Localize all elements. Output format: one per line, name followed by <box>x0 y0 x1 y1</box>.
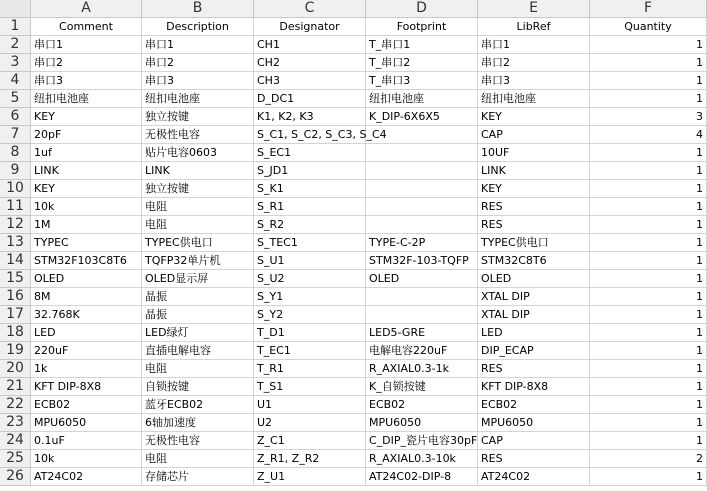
column-header-b[interactable]: B <box>142 0 254 18</box>
table-cell-footprint[interactable]: K_DIP-6X6X5 <box>366 108 478 126</box>
table-cell-description[interactable]: 串口3 <box>142 72 254 90</box>
table-cell-footprint[interactable] <box>366 306 478 324</box>
table-cell-libref[interactable]: LINK <box>478 162 590 180</box>
table-cell-footprint[interactable]: T_串口1 <box>366 36 478 54</box>
table-cell-quantity[interactable]: 1 <box>590 342 707 360</box>
table-cell-footprint[interactable]: ECB02 <box>366 396 478 414</box>
row-number-23[interactable]: 23 <box>0 414 31 432</box>
table-cell-comment[interactable]: KEY <box>31 108 142 126</box>
table-cell-quantity[interactable]: 1 <box>590 180 707 198</box>
header-cell-libref[interactable]: LibRef <box>478 18 590 36</box>
table-cell-footprint[interactable]: TYPE-C-2P <box>366 234 478 252</box>
table-cell-libref[interactable]: 串口2 <box>478 54 590 72</box>
table-cell-designator[interactable]: S_EC1 <box>254 144 366 162</box>
table-cell-designator[interactable]: S_R1 <box>254 198 366 216</box>
table-cell-comment[interactable]: 1M <box>31 216 142 234</box>
row-number-22[interactable]: 22 <box>0 396 31 414</box>
table-cell-quantity[interactable]: 2 <box>590 450 707 468</box>
table-cell-libref[interactable]: CAP <box>478 432 590 450</box>
table-cell-footprint[interactable]: MPU6050 <box>366 414 478 432</box>
row-number-8[interactable]: 8 <box>0 144 31 162</box>
table-cell-footprint[interactable]: K_自锁按键 <box>366 378 478 396</box>
column-header-a[interactable]: A <box>31 0 142 18</box>
row-number-21[interactable]: 21 <box>0 378 31 396</box>
table-cell-description[interactable]: 贴片电容0603 <box>142 144 254 162</box>
table-cell-comment[interactable]: 32.768K <box>31 306 142 324</box>
table-cell-comment[interactable]: 220uF <box>31 342 142 360</box>
row-number-13[interactable]: 13 <box>0 234 31 252</box>
table-cell-libref[interactable]: TYPEC供电口 <box>478 234 590 252</box>
table-cell-designator[interactable]: S_K1 <box>254 180 366 198</box>
table-cell-quantity[interactable]: 1 <box>590 306 707 324</box>
table-cell-designator[interactable]: S_U1 <box>254 252 366 270</box>
header-cell-footprint[interactable]: Footprint <box>366 18 478 36</box>
table-cell-designator[interactable]: Z_C1 <box>254 432 366 450</box>
column-header-e[interactable]: E <box>478 0 590 18</box>
table-cell-libref[interactable]: 纽扣电池座 <box>478 90 590 108</box>
row-number-1[interactable]: 1 <box>0 18 31 36</box>
table-cell-description[interactable]: TQFP32单片机 <box>142 252 254 270</box>
table-cell-quantity[interactable]: 1 <box>590 54 707 72</box>
table-cell-comment[interactable]: 0.1uF <box>31 432 142 450</box>
table-cell-quantity[interactable]: 3 <box>590 108 707 126</box>
table-cell-designator[interactable]: S_Y1 <box>254 288 366 306</box>
table-cell-designator[interactable]: S_U2 <box>254 270 366 288</box>
table-cell-designator[interactable]: CH1 <box>254 36 366 54</box>
table-cell-footprint[interactable] <box>366 198 478 216</box>
table-cell-description[interactable]: 纽扣电池座 <box>142 90 254 108</box>
table-cell-comment[interactable]: 20pF <box>31 126 142 144</box>
table-cell-comment[interactable]: KEY <box>31 180 142 198</box>
table-cell-description[interactable]: 电阻 <box>142 198 254 216</box>
table-cell-description[interactable]: TYPEC供电口 <box>142 234 254 252</box>
table-cell-designator[interactable]: D_DC1 <box>254 90 366 108</box>
table-cell-quantity[interactable]: 1 <box>590 252 707 270</box>
table-cell-quantity[interactable]: 1 <box>590 144 707 162</box>
table-cell-designator[interactable]: T_D1 <box>254 324 366 342</box>
select-all-corner[interactable] <box>0 0 31 18</box>
row-number-18[interactable]: 18 <box>0 324 31 342</box>
table-cell-description[interactable]: 无极性电容 <box>142 432 254 450</box>
table-cell-description[interactable]: 晶振 <box>142 288 254 306</box>
column-header-f[interactable]: F <box>590 0 707 18</box>
table-cell-description[interactable]: 直插电解电容 <box>142 342 254 360</box>
table-cell-footprint[interactable] <box>366 216 478 234</box>
table-cell-libref[interactable]: AT24C02 <box>478 468 590 486</box>
table-cell-designator[interactable]: Z_R1, Z_R2 <box>254 450 366 468</box>
table-cell-comment[interactable]: 纽扣电池座 <box>31 90 142 108</box>
table-cell-description[interactable]: 独立按键 <box>142 180 254 198</box>
table-cell-description[interactable]: 电阻 <box>142 360 254 378</box>
row-number-25[interactable]: 25 <box>0 450 31 468</box>
row-number-26[interactable]: 26 <box>0 468 31 486</box>
table-cell-comment[interactable]: LED <box>31 324 142 342</box>
table-cell-libref[interactable]: 串口3 <box>478 72 590 90</box>
table-cell-footprint[interactable]: 电解电容220uF <box>366 342 478 360</box>
row-number-10[interactable]: 10 <box>0 180 31 198</box>
table-cell-footprint[interactable]: 纽扣电池座 <box>366 90 478 108</box>
table-cell-designator[interactable]: S_R2 <box>254 216 366 234</box>
header-cell-description[interactable]: Description <box>142 18 254 36</box>
row-number-7[interactable]: 7 <box>0 126 31 144</box>
table-cell-libref[interactable]: XTAL DIP <box>478 306 590 324</box>
table-cell-quantity[interactable]: 1 <box>590 198 707 216</box>
table-cell-quantity[interactable]: 1 <box>590 72 707 90</box>
row-number-11[interactable]: 11 <box>0 198 31 216</box>
table-cell-footprint[interactable] <box>366 288 478 306</box>
row-number-15[interactable]: 15 <box>0 270 31 288</box>
table-cell-description[interactable]: 串口1 <box>142 36 254 54</box>
table-cell-quantity[interactable]: 1 <box>590 378 707 396</box>
table-cell-description[interactable]: 无极性电容 <box>142 126 254 144</box>
table-cell-comment[interactable]: STM32F103C8T6 <box>31 252 142 270</box>
row-number-6[interactable]: 6 <box>0 108 31 126</box>
row-number-19[interactable]: 19 <box>0 342 31 360</box>
table-cell-comment[interactable]: AT24C02 <box>31 468 142 486</box>
table-cell-footprint[interactable]: OLED <box>366 270 478 288</box>
table-cell-quantity[interactable]: 1 <box>590 468 707 486</box>
table-cell-quantity[interactable]: 1 <box>590 288 707 306</box>
table-cell-comment[interactable]: KFT DIP-8X8 <box>31 378 142 396</box>
header-cell-quantity[interactable]: Quantity <box>590 18 707 36</box>
table-cell-description[interactable]: 电阻 <box>142 450 254 468</box>
row-number-14[interactable]: 14 <box>0 252 31 270</box>
table-cell-quantity[interactable]: 1 <box>590 360 707 378</box>
table-cell-comment[interactable]: 1uf <box>31 144 142 162</box>
table-cell-libref[interactable]: CAP <box>478 126 590 144</box>
table-cell-libref[interactable]: STM32C8T6 <box>478 252 590 270</box>
table-cell-footprint[interactable] <box>366 180 478 198</box>
table-cell-libref[interactable]: XTAL DIP <box>478 288 590 306</box>
table-cell-libref[interactable]: 10UF <box>478 144 590 162</box>
table-cell-footprint[interactable]: C_DIP_瓷片电容30pF <box>366 432 478 450</box>
table-cell-comment[interactable]: OLED <box>31 270 142 288</box>
table-cell-comment[interactable]: MPU6050 <box>31 414 142 432</box>
table-cell-libref[interactable]: ECB02 <box>478 396 590 414</box>
table-cell-quantity[interactable]: 1 <box>590 90 707 108</box>
table-cell-designator[interactable]: CH2 <box>254 54 366 72</box>
table-cell-designator[interactable]: U1 <box>254 396 366 414</box>
row-number-16[interactable]: 16 <box>0 288 31 306</box>
row-number-3[interactable]: 3 <box>0 54 31 72</box>
table-cell-libref[interactable]: OLED <box>478 270 590 288</box>
table-cell-libref[interactable]: RES <box>478 360 590 378</box>
row-number-24[interactable]: 24 <box>0 432 31 450</box>
table-cell-footprint[interactable]: T_串口3 <box>366 72 478 90</box>
table-cell-libref[interactable]: 串口1 <box>478 36 590 54</box>
table-cell-quantity[interactable]: 1 <box>590 36 707 54</box>
table-cell-footprint[interactable]: R_AXIAL0.3-10k <box>366 450 478 468</box>
table-cell-footprint[interactable]: R_AXIAL0.3-1k <box>366 360 478 378</box>
table-cell-quantity[interactable]: 1 <box>590 414 707 432</box>
table-cell-designator[interactable]: Z_U1 <box>254 468 366 486</box>
header-cell-designator[interactable]: Designator <box>254 18 366 36</box>
table-cell-libref[interactable]: KEY <box>478 108 590 126</box>
table-cell-designator[interactable]: T_R1 <box>254 360 366 378</box>
table-cell-comment[interactable]: LINK <box>31 162 142 180</box>
table-cell-comment[interactable]: ECB02 <box>31 396 142 414</box>
table-cell-libref[interactable]: RES <box>478 450 590 468</box>
table-cell-libref[interactable]: LED <box>478 324 590 342</box>
table-cell-footprint[interactable] <box>366 162 478 180</box>
column-header-d[interactable]: D <box>366 0 478 18</box>
table-cell-designator[interactable]: K1, K2, K3 <box>254 108 366 126</box>
table-cell-description[interactable]: 独立按键 <box>142 108 254 126</box>
column-header-c[interactable]: C <box>254 0 366 18</box>
table-cell-quantity[interactable]: 1 <box>590 432 707 450</box>
table-cell-quantity[interactable]: 1 <box>590 216 707 234</box>
table-cell-description[interactable]: OLED显示屏 <box>142 270 254 288</box>
table-cell-libref[interactable]: RES <box>478 216 590 234</box>
row-number-12[interactable]: 12 <box>0 216 31 234</box>
table-cell-designator[interactable]: S_C1, S_C2, S_C3, S_C4 <box>254 126 366 144</box>
table-cell-designator[interactable]: T_EC1 <box>254 342 366 360</box>
table-cell-designator[interactable]: S_JD1 <box>254 162 366 180</box>
table-cell-comment[interactable]: 串口1 <box>31 36 142 54</box>
table-cell-footprint[interactable]: LED5-GRE <box>366 324 478 342</box>
table-cell-description[interactable]: 串口2 <box>142 54 254 72</box>
table-cell-comment[interactable]: 8M <box>31 288 142 306</box>
table-cell-quantity[interactable]: 1 <box>590 324 707 342</box>
table-cell-description[interactable]: 6轴加速度 <box>142 414 254 432</box>
table-cell-description[interactable]: LED绿灯 <box>142 324 254 342</box>
table-cell-comment[interactable]: 串口2 <box>31 54 142 72</box>
row-number-2[interactable]: 2 <box>0 36 31 54</box>
table-cell-designator[interactable]: T_S1 <box>254 378 366 396</box>
table-cell-footprint[interactable]: STM32F-103-TQFP <box>366 252 478 270</box>
table-cell-footprint[interactable]: T_串口2 <box>366 54 478 72</box>
table-cell-description[interactable]: 存储芯片 <box>142 468 254 486</box>
row-number-5[interactable]: 5 <box>0 90 31 108</box>
table-cell-quantity[interactable]: 1 <box>590 396 707 414</box>
row-number-20[interactable]: 20 <box>0 360 31 378</box>
table-cell-quantity[interactable]: 1 <box>590 270 707 288</box>
table-cell-designator[interactable]: S_Y2 <box>254 306 366 324</box>
table-cell-quantity[interactable]: 1 <box>590 162 707 180</box>
table-cell-libref[interactable]: KFT DIP-8X8 <box>478 378 590 396</box>
table-cell-description[interactable]: 晶振 <box>142 306 254 324</box>
table-cell-libref[interactable]: RES <box>478 198 590 216</box>
table-cell-footprint[interactable] <box>366 144 478 162</box>
table-cell-description[interactable]: 电阻 <box>142 216 254 234</box>
table-cell-libref[interactable]: DIP_ECAP <box>478 342 590 360</box>
table-cell-comment[interactable]: 10k <box>31 198 142 216</box>
table-cell-description[interactable]: LINK <box>142 162 254 180</box>
table-cell-comment[interactable]: 1k <box>31 360 142 378</box>
table-cell-comment[interactable]: TYPEC <box>31 234 142 252</box>
table-cell-quantity[interactable]: 4 <box>590 126 707 144</box>
table-cell-designator[interactable]: CH3 <box>254 72 366 90</box>
table-cell-libref[interactable]: KEY <box>478 180 590 198</box>
table-cell-libref[interactable]: MPU6050 <box>478 414 590 432</box>
row-number-9[interactable]: 9 <box>0 162 31 180</box>
table-cell-comment[interactable]: 10k <box>31 450 142 468</box>
table-cell-description[interactable]: 蓝牙ECB02 <box>142 396 254 414</box>
table-cell-footprint[interactable] <box>366 126 478 144</box>
table-cell-designator[interactable]: S_TEC1 <box>254 234 366 252</box>
table-cell-quantity[interactable]: 1 <box>590 234 707 252</box>
row-number-4[interactable]: 4 <box>0 72 31 90</box>
table-cell-description[interactable]: 自锁按键 <box>142 378 254 396</box>
table-cell-footprint[interactable]: AT24C02-DIP-8 <box>366 468 478 486</box>
header-cell-comment[interactable]: Comment <box>31 18 142 36</box>
table-cell-designator[interactable]: U2 <box>254 414 366 432</box>
row-number-17[interactable]: 17 <box>0 306 31 324</box>
table-cell-comment[interactable]: 串口3 <box>31 72 142 90</box>
